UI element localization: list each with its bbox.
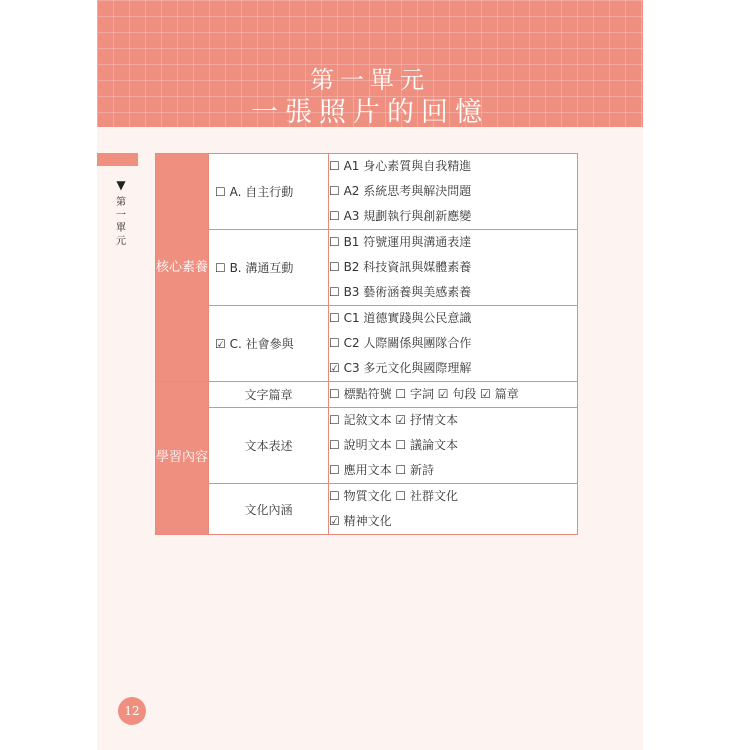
table-row	[156, 408, 578, 484]
group-title: ☐ B. 溝通互動	[209, 230, 329, 306]
item-list	[329, 306, 578, 382]
item-list	[329, 230, 578, 306]
side-accent-bar	[97, 153, 138, 166]
list-item: ☐ 物質文化 ☐ 社群文化	[329, 489, 458, 503]
unit-title: 第一單元	[310, 66, 430, 94]
list-item: ☑ 精神文化	[329, 514, 392, 528]
group-title: 文化內涵	[209, 484, 329, 535]
table-row	[156, 382, 578, 408]
table-row	[156, 230, 578, 306]
category-learning-content: 學習內容	[156, 382, 209, 535]
side-unit-label: 第一單元	[116, 197, 126, 247]
list-item: ☐ A2 系統思考與解決問題	[329, 184, 472, 198]
group-title: 文字篇章	[209, 382, 329, 408]
curriculum-table	[155, 153, 578, 535]
item-list	[329, 154, 578, 230]
item-list	[329, 382, 578, 408]
table-row	[156, 484, 578, 535]
table-row	[156, 154, 578, 230]
triangle-down-icon: ▼	[116, 178, 126, 192]
side-unit-tab	[111, 178, 131, 248]
list-item: ☐ 應用文本 ☐ 新詩	[329, 463, 434, 477]
lesson-title: 一張照片的回憶	[251, 97, 489, 128]
item-list	[329, 484, 578, 535]
list-item: ☐ 記敘文本 ☑ 抒情文本	[329, 413, 458, 427]
list-item: ☐ A3 規劃執行與創新應變	[329, 209, 472, 223]
group-title: ☑ C. 社會參與	[209, 306, 329, 382]
list-item: ☐ 標點符號 ☐ 字詞 ☑ 句段 ☑ 篇章	[329, 387, 519, 401]
list-item: ☐ B2 科技資訊與媒體素養	[329, 260, 472, 274]
list-item: ☐ 說明文本 ☐ 議論文本	[329, 438, 458, 452]
group-title: ☐ A. 自主行動	[209, 154, 329, 230]
category-core-competency: 核心素養	[156, 154, 209, 382]
list-item: ☐ A1 身心素質與自我精進	[329, 159, 472, 173]
group-title: 文本表述	[209, 408, 329, 484]
list-item: ☑ C3 多元文化與國際理解	[329, 361, 472, 375]
unit-header-banner	[97, 0, 643, 127]
list-item: ☐ C1 道德實踐與公民意識	[329, 311, 472, 325]
page-number-badge: 12	[118, 697, 146, 725]
table-row	[156, 306, 578, 382]
item-list	[329, 408, 578, 484]
list-item: ☐ B1 符號運用與溝通表達	[329, 235, 472, 249]
list-item: ☐ C2 人際關係與團隊合作	[329, 336, 472, 350]
list-item: ☐ B3 藝術涵養與美感素養	[329, 285, 472, 299]
